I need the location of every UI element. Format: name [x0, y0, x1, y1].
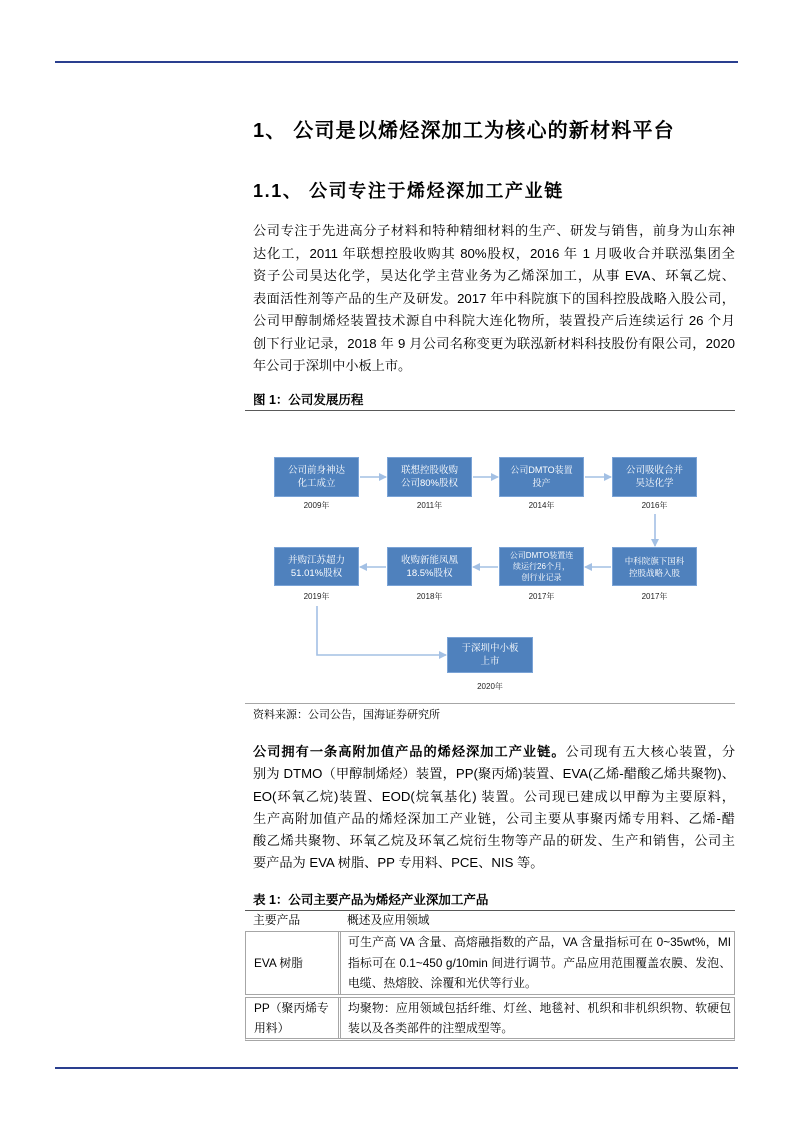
timeline-box-2017-dmto-record [499, 547, 584, 586]
timeline-year-label: 2011年 [416, 501, 443, 510]
products-paragraph [253, 741, 735, 875]
table-caption: 表 1：公司主要产品为烯烃产业深加工产品 [253, 893, 489, 907]
timeline-box-2011 [387, 457, 472, 497]
paragraph-line: 生产高附加值产品的烯烃深加工产业链，公司主要从事聚丙烯专用料、乙烯-醋 [253, 810, 735, 826]
subsection-heading: 1.1、 公司专注于烯烃深加工产业链 [253, 181, 564, 201]
timeline-box-text: 公司DMTO装置连 [509, 551, 574, 560]
table-header-cell: 概述及应用领域 [347, 913, 430, 927]
table-cell-line: 用料） [254, 1021, 290, 1035]
table-cell-product [246, 998, 341, 1038]
table-row [245, 997, 735, 1041]
timeline-year-label: 2017年 [528, 592, 555, 601]
timeline-year-label: 2018年 [416, 592, 443, 601]
paragraph-line: 酸乙烯共聚物、环氧乙烷及环氧乙烷衍生物等产品的研发、生产和销售，公司主 [253, 833, 735, 849]
paragraph-line: 要产品为 EVA 树脂、PP 专用料、PCE、NIS 等。 [253, 855, 544, 871]
timeline-box-text: 51.01%股权 [290, 567, 343, 579]
paragraph-line: 达化工，2011 年联想控股收购其 80%股权，2016 年 1 月吸收合并联泓集团全 [253, 245, 735, 261]
paragraph-line-text: 公司现有五大核心装置，分 [565, 744, 735, 759]
table-cell-line: 电缆、热熔胶、涂覆和光伏等行业。 [348, 976, 537, 991]
timeline-box-text: 收购新能凤凰 [400, 554, 458, 566]
intro-paragraph [253, 220, 735, 378]
section-heading: 1、 公司是以烯烃深加工为核心的新材料平台 [253, 120, 675, 142]
paragraph-lead: 公司拥有一条高附加值产品的烯烃深加工产业链。 [253, 744, 566, 759]
table-cell-line: 指标可在 0.1~450 g/10min 间进行调节。产品应用范围覆盖农膜、发泡、 [348, 955, 731, 970]
table-cell-product [246, 932, 341, 994]
timeline-box-2019 [274, 547, 359, 586]
timeline-box-text: 公司80%股权 [400, 478, 458, 489]
products-table [245, 910, 735, 1042]
paragraph-line: 公司甲醇制烯烃装置技术源自中科院大连化物所，装置投产后连续运行 26 个月 [253, 313, 735, 328]
table-cell-description [341, 998, 734, 1038]
paragraph-line: 资子公司昊达化学，昊达化学主营业务为乙烯深加工，从事 EVA、环氧乙烷、 [253, 268, 735, 283]
timeline-box-2014 [499, 457, 584, 497]
timeline-box-text: 18.5%股权 [406, 567, 453, 579]
timeline-box-2009 [274, 457, 359, 497]
table-cell-line: 装以及各类部件的注塑成型等。 [348, 1021, 514, 1035]
paragraph-line: 公司专注于先进高分子材料和特种精细材料的生产、研发与销售，前身为山东神 [253, 223, 735, 238]
company-timeline-figure [245, 411, 735, 703]
timeline-box-2020 [447, 637, 533, 673]
timeline-box-text: 控股战略入股 [628, 567, 680, 578]
timeline-box-text: 于深圳中小板 [461, 643, 519, 654]
table-cell-line: PP（聚丙烯专 [254, 1001, 329, 1015]
timeline-box-text: 公司吸收合并 [625, 465, 683, 476]
timeline-box-text: 投产 [532, 478, 551, 488]
timeline-year-label: 2009年 [303, 501, 330, 510]
paragraph-line: EO(环氧乙烷)装置、EOD(烷氧基化) 装置。公司现已建成以甲醇为主要原料， [253, 788, 735, 804]
timeline-box-text: 中科院旗下国科 [624, 555, 685, 566]
timeline-box-text: 续运行26个月， [513, 562, 570, 571]
table-cell-line: 均聚物：应用领域包括纤维、灯丝、地毯衬、机织和非机织织物、软硬包 [348, 1001, 731, 1015]
timeline-box-text: 上市 [480, 656, 500, 667]
timeline-year-label: 2014年 [528, 501, 555, 510]
timeline-box-text: 并购江苏超力 [287, 554, 345, 566]
figure-caption: 图 1：公司发展历程 [253, 393, 364, 407]
timeline-box-2016 [612, 457, 697, 497]
timeline-year-label: 2017年 [641, 592, 668, 601]
table-cell-description [341, 932, 734, 994]
timeline-year-label: 2020年 [477, 682, 503, 691]
table-row [245, 932, 735, 995]
table-header-cell: 主要产品 [253, 913, 301, 927]
paragraph-line: 表面活性剂等产品的生产及研发。2017 年中科院旗下的国科控股战略入股公司， [253, 290, 735, 306]
figure-source-rule [245, 703, 735, 704]
timeline-box-text: 昊达化学 [635, 478, 674, 489]
timeline-box-2017-strategic-investment [612, 547, 697, 586]
paragraph-line: 年公司于深圳中小板上市。 [253, 358, 412, 373]
header-rule [55, 61, 738, 63]
timeline-box-text: 公司DMTO装置 [510, 465, 573, 475]
timeline-box-text: 创行业记录 [521, 573, 562, 582]
timeline-box-2018 [387, 547, 472, 586]
paragraph-line: 别为 DTMO（甲醇制烯烃）装置，PP(聚丙烯)装置、EVA(乙烯-醋酸乙烯共聚物)、 [253, 766, 735, 782]
figure-source: 资料来源：公司公告，国海证券研究所 [253, 709, 440, 721]
timeline-year-label: 2019年 [303, 592, 330, 601]
timeline-year-label: 2016年 [641, 501, 668, 510]
paragraph-line: 创下行业记录，2018 年 9 月公司名称变更为联泓新材料科技股份有限公司，2020 [253, 335, 735, 351]
timeline-box-text: 化工成立 [297, 478, 336, 489]
timeline-box-text: 公司前身神达 [287, 465, 345, 476]
timeline-box-text: 联想控股收购 [400, 465, 458, 476]
table-cell-line: 可生产高 VA 含量、高熔融指数的产品，VA 含量指标可在 0~35wt%，MI [348, 935, 731, 950]
arrow-2019-to-2020 [317, 606, 446, 655]
table-cell-line: EVA 树脂 [254, 956, 303, 970]
paragraph-line [253, 741, 735, 763]
table-header-row [245, 910, 735, 932]
footer-rule [55, 1067, 738, 1069]
